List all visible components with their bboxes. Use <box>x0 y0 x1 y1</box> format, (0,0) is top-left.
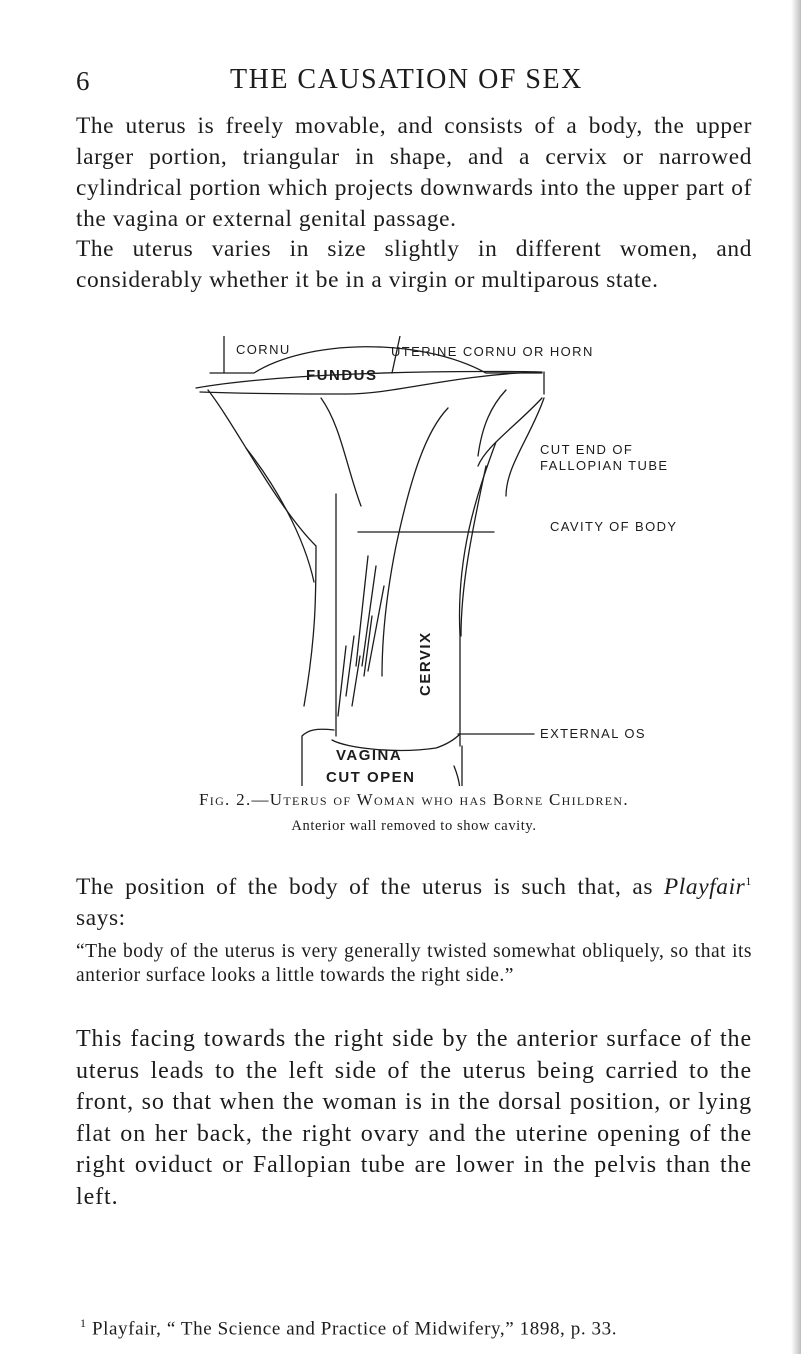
footnote-marker: 1 <box>745 874 752 888</box>
paragraph-uterus-size: The uterus varies in size slightly in different women, and considerably whether it be in a virgin or multiparous state. <box>76 236 752 293</box>
label-external-os: EXTERNAL OS <box>540 726 646 741</box>
uterus-diagram <box>186 336 706 786</box>
label-cut-end-1: CUT END OF <box>540 442 634 457</box>
footnote-text: Playfair, “ The Science and Practice of Midwifery,” 1898, p. 33. <box>86 1318 618 1340</box>
paragraph-position <box>76 866 752 934</box>
page-edge <box>791 0 801 1354</box>
label-cervix: CERVIX <box>417 631 434 696</box>
author-name: Playfair <box>663 873 746 900</box>
block-quote: “The body of the uterus is very generally twisted somewhat obliquely, so that its anterior surface looks a little towards the right side.” <box>76 941 752 986</box>
footnote-number: 1 <box>80 1316 87 1330</box>
label-vagina: VAGINA <box>336 747 403 764</box>
paragraph-position-end: says: <box>76 904 126 931</box>
label-fundus: FUNDUS <box>306 367 378 384</box>
label-uterine-cornu: UTERINE CORNU OR HORN <box>391 344 594 359</box>
footnote <box>80 1316 760 1340</box>
figure-number: Fig. 2. <box>199 790 252 809</box>
figure-caption <box>76 790 752 810</box>
label-cavity-of-body: CAVITY OF BODY <box>550 519 678 534</box>
figure-subcaption: Anterior wall removed to show cavity. <box>291 818 537 834</box>
figure-title: —Uterus of Woman who has Borne Children. <box>251 790 629 809</box>
label-cut-open: CUT OPEN <box>326 769 416 786</box>
paragraph-uterus-description: The uterus is freely movable, and consists of a body, the upper larger portion, triangular in shape, and a cervix or narrowed cylindrical portion which projects downwards into the upper part of the vagina or external genital passage. <box>76 113 752 232</box>
paragraph-position-text: The position of the body of the uterus is such that, as <box>76 873 664 900</box>
outer-left-wall <box>208 390 316 706</box>
running-title: THE CAUSATION OF SEX <box>230 64 583 95</box>
label-cut-end-2: FALLOPIAN TUBE <box>540 458 669 473</box>
paragraph-right-side: This facing towards the right side by the anterior surface of the uterus leads to the left side of the uterus being carried to the front, so that when the woman is in the dorsal position, or lying flat on her back, the right ovary and the uterine opening of the right oviduct or Fallopian tube are lower in the pelvis than the left. <box>76 1026 752 1210</box>
label-cornu: CORNU <box>236 342 291 357</box>
page-number: 6 <box>76 66 91 96</box>
